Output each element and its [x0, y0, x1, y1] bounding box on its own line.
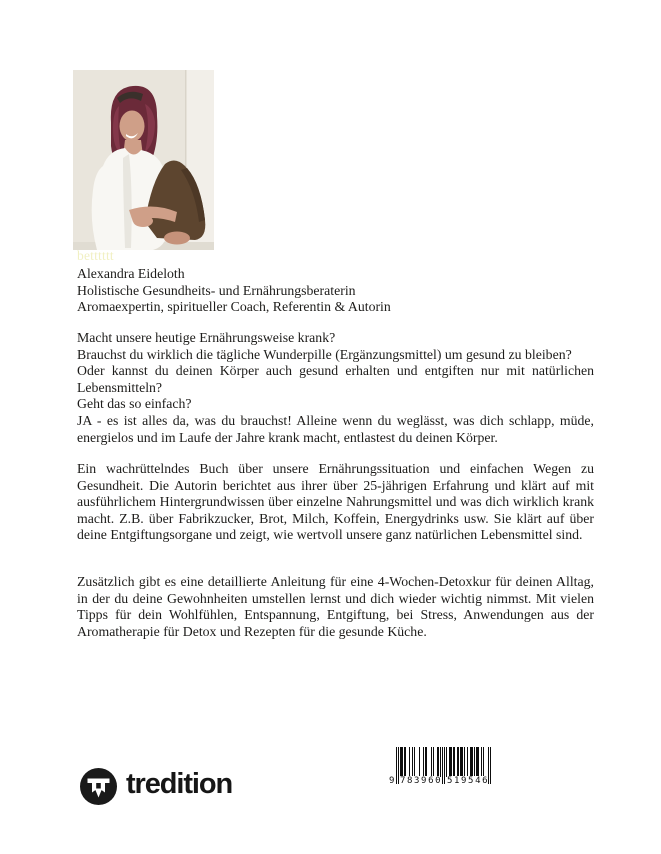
author-photo [73, 70, 214, 250]
blurb-line: Geht das so einfach? [77, 396, 192, 412]
isbn-lead-digit: 9 [389, 776, 395, 786]
blurb-line: Macht unsere heutige Ernährungsweise krank? [77, 330, 336, 345]
author-role-1: Holistische Gesundheits- und Ernährungsberaterin [77, 282, 356, 298]
blurb-questions [77, 330, 594, 446]
blurb-paragraph: Ein wachrüttelndes Buch über unsere Ernährungssituation und einfachen Wegen zu Gesundheit. Die Autorin berichtet aus ihrer über 25-jährigen Erfahrung und klärt auf mit ausführlichem Hintergrundwissen über einzelne Nahrungsmittel und was dich wirklich krank macht. Z.B. über Fabrikzucker, Brot, Milch, Koffein, Energydrinks usw. Sie klärt auf über deine Entgiftungsorgane und zeigt, wie wertvoll unsere ganz natürlichen Lebensmittel sind. [77, 461, 594, 543]
isbn-group-1: 783960 [400, 776, 443, 786]
photo-caption-overlay: betttttt [77, 248, 114, 263]
blurb-description [77, 461, 594, 544]
barcode-digits [389, 776, 491, 788]
publisher-name: tredition [126, 768, 233, 800]
blurb-line: Oder kannst du deinen Körper auch gesund erhalten und entgiften nur mit natürlichen Lebensmitteln? [77, 363, 594, 395]
author-role-2: Aromaexpertin, spiritueller Coach, Referentin & Autorin [77, 299, 391, 315]
blurb-line: JA - es ist alles da, was du brauchst! Alleine wenn du weglässt, was dich schlapp, müde, energielos und im Laufe der Jahre krank macht, entlastest du deinen Körper. [77, 412, 594, 445]
author-block [77, 266, 594, 316]
author-photo-illustration [73, 70, 214, 250]
blurb-detox [77, 574, 594, 640]
blurb-paragraph: Zusätzlich gibt es eine detaillierte Anleitung für eine 4-Wochen-Detoxkur für deinen Alltag, in der du deine Gewohnheiten umstellen lernst und dich wieder wichtig nimmst. Mit vielen Tipps für dein Wohlfühlen, Entspannung, Entgiftung, bei Stress, Anwendungen aus der Aromatherapie für Detox und Rezepten für die gesunde Küche. [77, 574, 594, 639]
publisher-brand [80, 767, 232, 805]
blurb-line: Brauchst du wirklich die tägliche Wunderpille (Ergänzungsmittel) um gesund zu bleiben? [77, 346, 572, 362]
tredition-pi-logo-icon [80, 768, 117, 805]
author-name: Alexandra Eideloth [77, 266, 185, 281]
isbn-barcode [389, 747, 491, 789]
isbn-group-2: 519546 [447, 776, 490, 786]
